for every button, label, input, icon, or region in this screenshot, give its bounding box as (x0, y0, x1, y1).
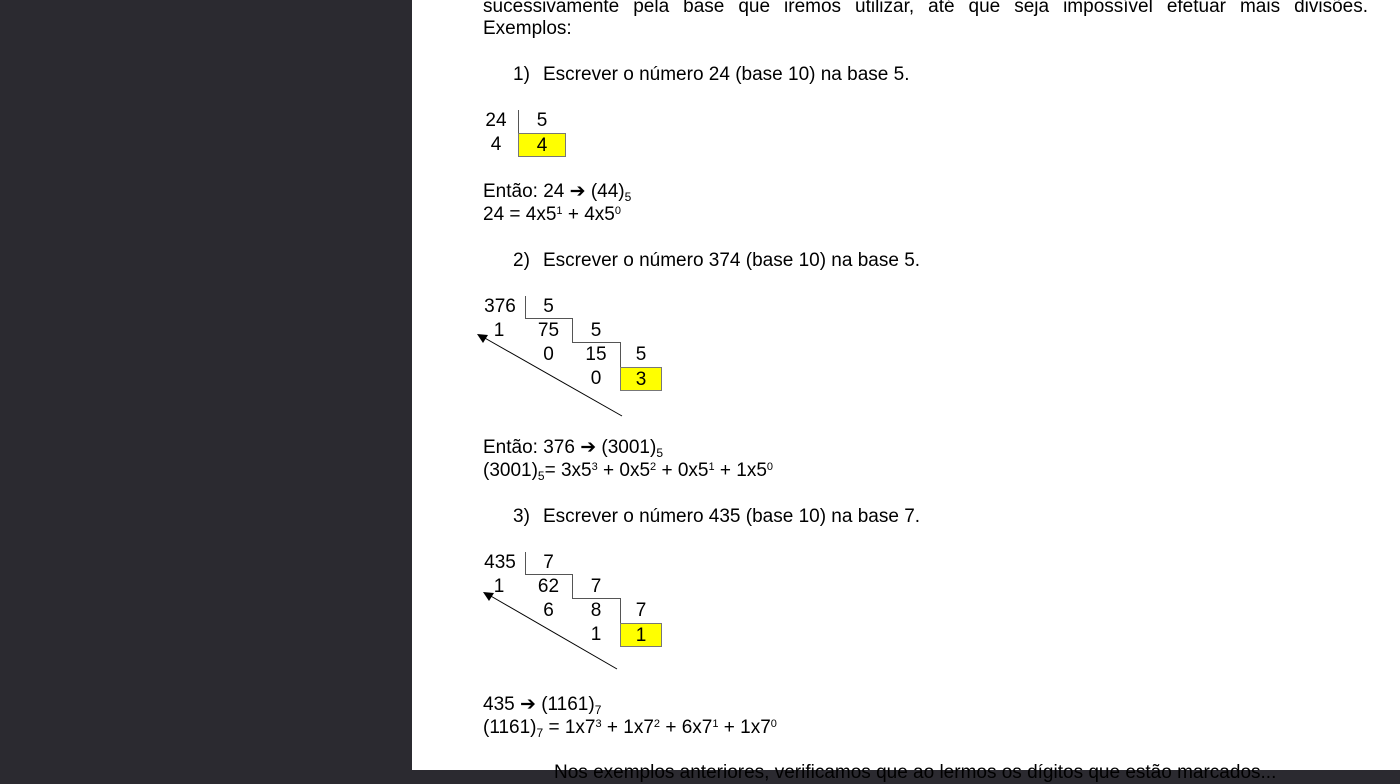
eq-term: + 6x7 (660, 717, 713, 738)
quotient: 8 (590, 600, 602, 621)
eq-exponent: 2 (653, 718, 661, 730)
result-value: (3001) (601, 437, 657, 458)
divisor: 5 (543, 296, 554, 317)
eq-exponent: 1 (712, 718, 719, 730)
quotient-highlight: 1 (620, 623, 662, 647)
eq-base: 5 (537, 469, 545, 483)
document-page (412, 0, 1400, 783)
example-1-title: Escrever o número 24 (base 10) na base 5. (543, 64, 910, 85)
example-3-number: 3) (513, 506, 530, 527)
example-3-title: Escrever o número 435 (base 10) na base 7. (543, 506, 921, 527)
eq-term: + 1x7 (718, 717, 771, 738)
eq-term: + 0x5 (597, 460, 651, 481)
remainder: 1 (493, 576, 505, 597)
eq-term: (3001) (483, 460, 538, 481)
example-3-result (483, 694, 601, 717)
intro-line-1: sucessivamente pela base que iremos utilizar, até que seja impossível efetuar mais divisões. (483, 0, 1368, 17)
example-3-equation (483, 717, 777, 740)
divisor: 5 (536, 110, 548, 131)
arrow-right-icon: ➔ (519, 694, 536, 715)
result-value: (44) (590, 181, 625, 202)
result-base: 5 (624, 190, 632, 204)
eq-exponent: 0 (766, 461, 774, 473)
divisor: 5 (590, 320, 602, 341)
eq-exponent: 1 (708, 461, 715, 473)
result-prefix: 435 (483, 694, 515, 715)
example-2-number: 2) (513, 250, 530, 271)
eq-term: + 4x5 (562, 204, 615, 225)
remainder: 0 (543, 344, 554, 365)
eq-term: + 1x7 (601, 717, 654, 738)
eq-exponent: 1 (556, 205, 563, 217)
examples-heading: Exemplos: (483, 18, 572, 39)
dividend: 435 (484, 552, 516, 573)
divisor: 5 (635, 344, 647, 365)
quotient-highlight: 4 (518, 133, 566, 157)
remainder: 1 (590, 624, 602, 645)
eq-term: = 1x7 (543, 717, 596, 738)
eq-term: + 1x5 (714, 460, 767, 481)
eq-base: 7 (536, 726, 544, 740)
eq-term: = 3x5 (544, 460, 592, 481)
eq-exponent: 3 (595, 718, 602, 730)
remainder: 0 (590, 368, 602, 389)
result-value: (1161) (541, 694, 595, 715)
eq-exponent: 0 (614, 205, 621, 217)
eq-exponent: 3 (591, 461, 598, 473)
result-prefix: Então: 376 (483, 437, 575, 458)
divisor: 7 (635, 600, 647, 621)
quotient: 15 (585, 344, 607, 365)
quotient-highlight: 3 (620, 367, 662, 391)
eq-exponent: 0 (770, 718, 777, 730)
cutoff-paragraph: Nos exemplos anteriores, verificamos que ao lermos os dígitos que estão marcados... (554, 762, 1277, 783)
example-1-number: 1) (513, 64, 530, 85)
remainder: 1 (493, 320, 505, 341)
divisor: 7 (543, 552, 554, 573)
arrow-right-icon: ➔ (569, 181, 586, 202)
remainder: 6 (543, 600, 554, 621)
result-base: 7 (594, 703, 602, 717)
divisor: 7 (590, 576, 602, 597)
example-2-title: Escrever o número 374 (base 10) na base 5. (543, 250, 921, 271)
result-prefix: Então: 24 (483, 181, 565, 202)
diagonal-arrow-icon (412, 0, 1400, 770)
quotient: 75 (537, 320, 560, 341)
dividend: 376 (484, 296, 516, 317)
eq-term: + 0x5 (656, 460, 709, 481)
arrow-right-icon: ➔ (580, 437, 597, 458)
remainder: 4 (490, 134, 502, 155)
eq-term: (1161) (483, 717, 537, 738)
dividend: 24 (485, 110, 507, 131)
eq-term: 24 = 4x5 (483, 204, 557, 225)
quotient: 62 (537, 576, 560, 597)
eq-exponent: 2 (650, 461, 657, 473)
result-base: 5 (656, 446, 664, 460)
viewer-sidebar (0, 0, 412, 770)
